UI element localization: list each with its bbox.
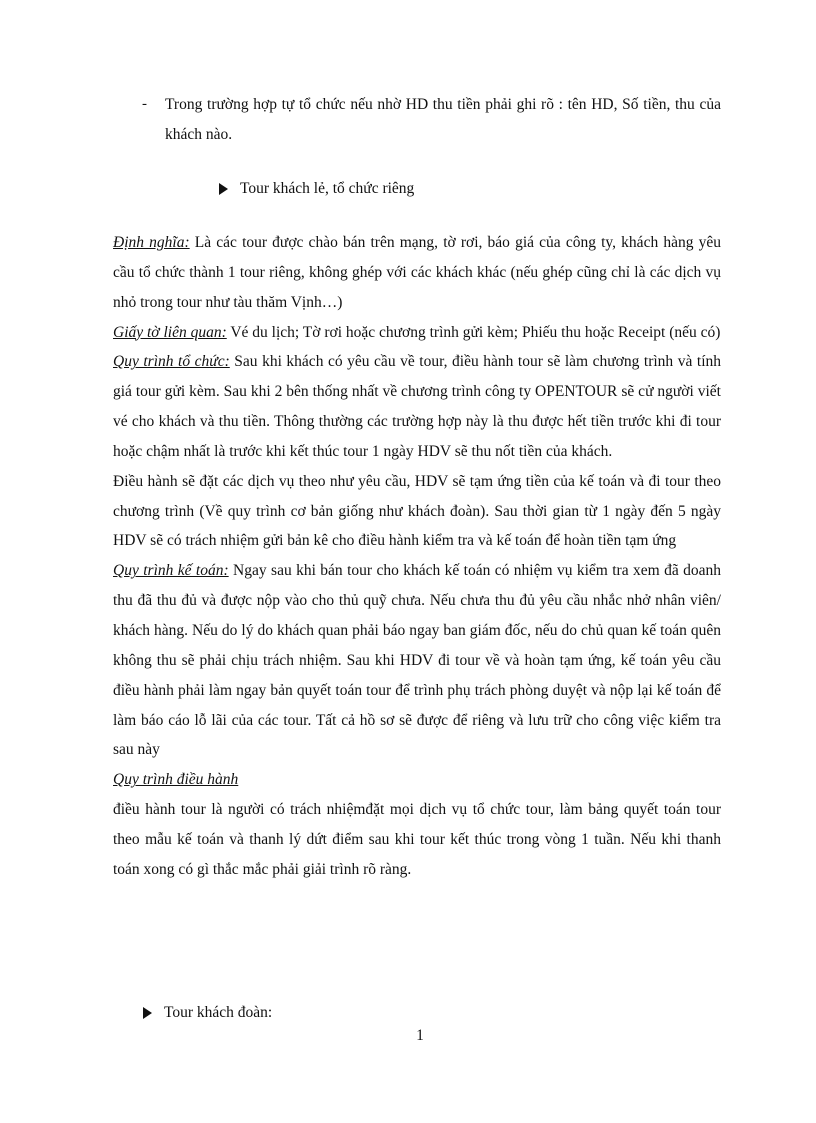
arrow-bullet-icon [143,1007,152,1019]
documents-label: Giấy tờ liên quan: [113,323,227,341]
heading-individual-tour [219,174,414,204]
accounting-process-text: Ngay sau khi bán tour cho khách kế toán có nhiệm vụ kiểm tra xem đã doanh thu đã thu đủ và được nộp vào cho thủ quỹ chưa. Nếu chưa thu đủ yêu cầu nhắc nhở nhân viên/ khách hàng. Nếu do lý do khách quan phải báo ngay ban giám đốc, nếu do chủ quan kế toán quên không thu sẽ phải chịu trách nhiệm. Sau khi HDV đi tour về và hoàn tạm ứng, kế toán yêu cầu điều hành phải làm ngay bản quyết toán tour để trình phụ trách phòng duyệt và nộp lại kế toán để làm báo cáo lỗ lãi của các tour. Tất cả hồ sơ sẽ được để riêng và lưu trữ cho công việc kiểm tra sau này [113,562,721,759]
heading-group-tour-text: Tour khách đoàn: [164,1004,273,1021]
definition-paragraph [113,228,721,318]
definition-text: Là các tour được chào bán trên mạng, tờ rơi, báo giá của công ty, khách hàng yêu cầu tổ chức thành 1 tour riêng, không ghép với các khách khác (nếu ghép cũng chỉ là các dịch vụ nhỏ trong tour như tàu thăm Vịnh…) [113,234,722,311]
organization-process-paragraph [113,347,721,466]
dash-bullet: - [142,96,147,112]
definition-label: Định nghĩa: [113,234,190,251]
individual-tour-body [113,228,721,885]
dash-item-text: Trong trường hợp tự tổ chức nếu nhờ HD thu tiền phải ghi rõ : tên HD, Số tiền, thu của khách nào. [165,96,721,143]
arrow-bullet-icon [219,183,228,195]
accounting-process-label: Quy trình kế toán: [113,562,229,580]
heading-individual-tour-text: Tour khách lẻ, tổ chức riêng [240,180,415,197]
operations-paragraph: Điều hành sẽ đặt các dịch vụ theo như yêu cầu, HDV sẽ tạm ứng tiền của kế toán và đi tour theo chương trình (Về quy trình cơ bản giống như khách đoàn). Sau thời gian từ 1 ngày đến 5 ngày HDV sẽ có trách nhiệm gửi bản kê cho điều hành kiểm tra và kế toán để hoàn tiền tạm ứng [113,472,721,550]
organization-process-label: Quy trình tổ chức: [113,353,230,371]
accounting-process-paragraph [113,556,721,765]
documents-paragraph [113,318,721,348]
operations-process-label: Quy trình điều hành [113,771,239,789]
documents-text: Vé du lịch; Tờ rơi hoặc chương trình gửi kèm; Phiếu thu hoặc Receipt (nếu có) [226,323,721,341]
operations-process-text: điều hành tour là người có trách nhiệmđặt mọi dịch vụ tổ chức tour, làm bảng quyết toán tour theo mẫu kế toán và thanh lý dứt điểm sau khi tour kết thúc trong vòng 1 tuần. Nếu khi thanh toán xong có gì thắc mắc phải giải trình rõ ràng. [113,801,721,878]
heading-group-tour [143,998,272,1028]
organization-process-text: Sau khi khách có yêu cầu về tour, điều hành tour sẽ làm chương trình và tính giá tour gửi kèm. Sau khi 2 bên thống nhất về chương trình công ty OPENTOUR sẽ cử người viết vé cho khách và thu tiền. Thông thường các trường hợp này là thu được hết tiền trước khi đi tour hoặc chậm nhất là trước khi kết thúc tour 1 ngày HDV sẽ thu nốt tiền của khách. [113,353,721,460]
operations-process-heading [113,765,721,795]
page-number: 1 [416,1027,424,1044]
